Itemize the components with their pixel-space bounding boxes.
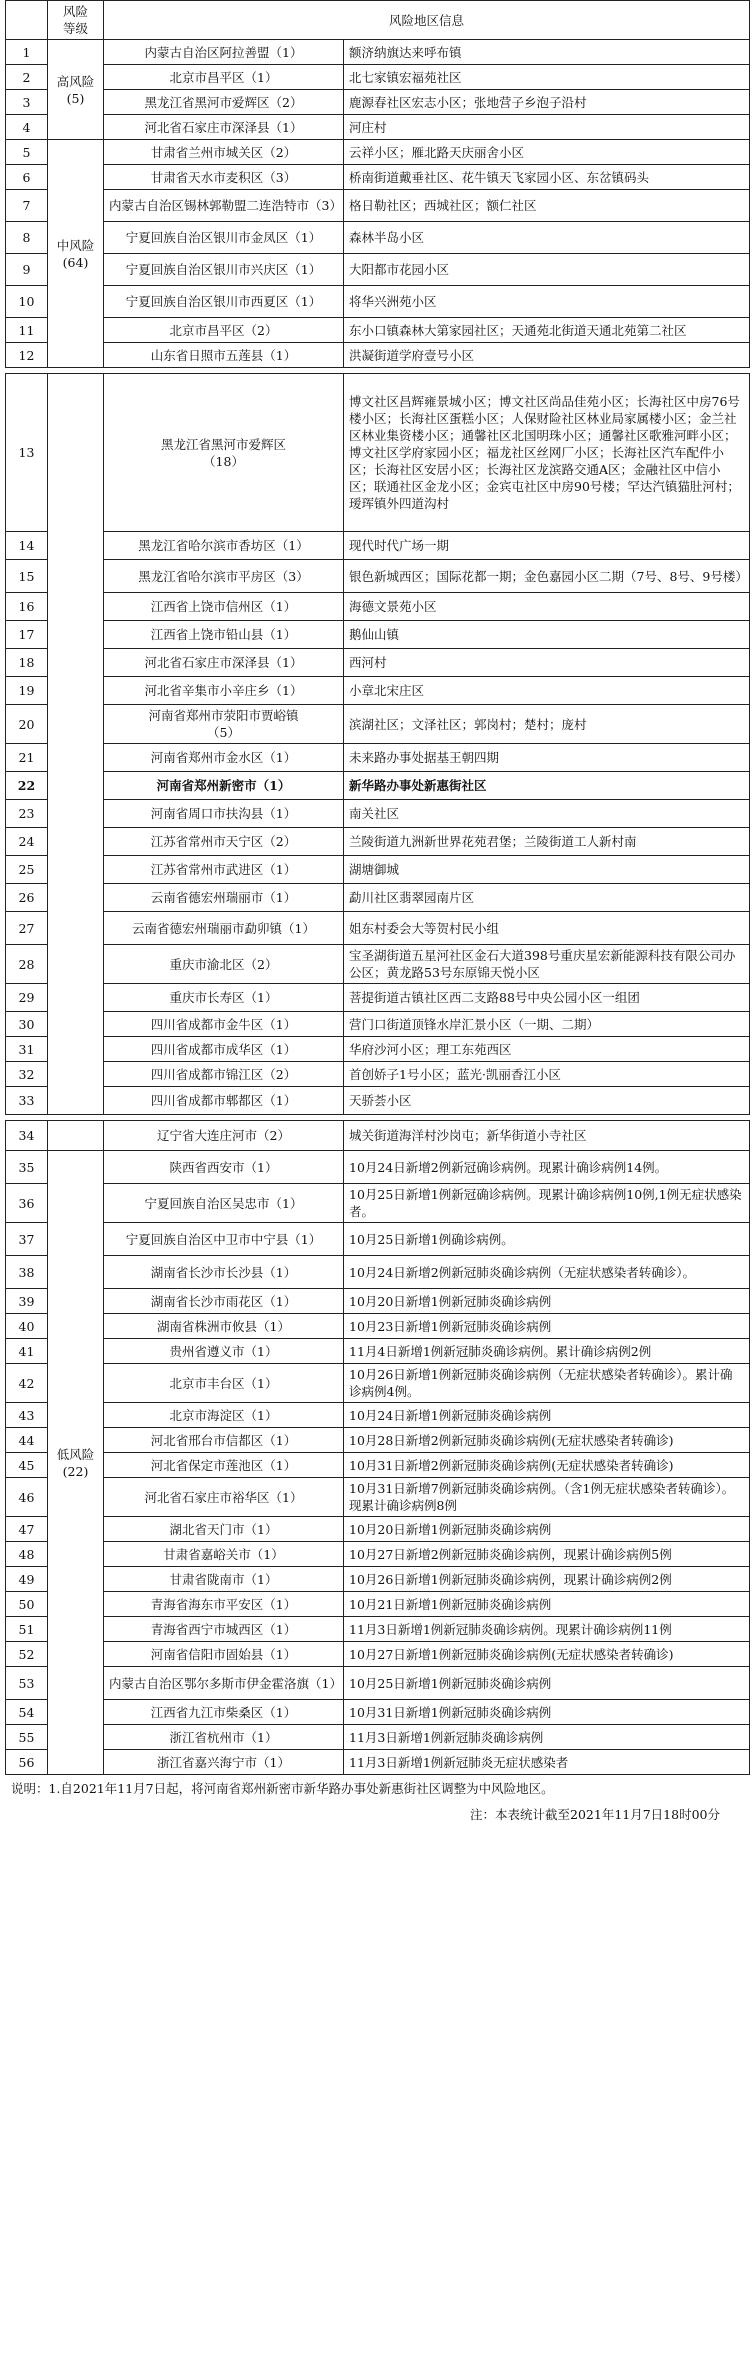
area-name: 山东省日照市五莲县（1）	[104, 343, 344, 368]
area-name: 河南省信阳市固始县（1）	[104, 1642, 344, 1667]
area-name: 陕西省西安市（1）	[104, 1151, 344, 1184]
table-row	[6, 286, 750, 318]
table-row	[6, 1151, 750, 1184]
area-detail: 10月27日新增1例新冠肺炎确诊病例(无症状感染者转确诊)	[344, 1642, 750, 1667]
area-detail: 华府沙河小区；理工东苑西区	[344, 1037, 750, 1062]
row-number: 13	[6, 374, 48, 532]
area-name: 河北省石家庄市深泽县（1）	[104, 115, 344, 140]
row-number: 19	[6, 677, 48, 705]
row-number: 1	[6, 40, 48, 65]
area-detail: 10月26日新增1例新冠肺炎确诊病例，现累计确诊病例2例	[344, 1567, 750, 1592]
area-detail: 菩提街道古镇社区西二支路88号中央公园小区一组团	[344, 984, 750, 1012]
area-detail: 10月24日新增2例新冠肺炎确诊病例（无症状感染者转确诊）。	[344, 1256, 750, 1289]
area-name: 北京市昌平区（2）	[104, 318, 344, 343]
area-detail: 格日勒社区；西城社区；额仁社区	[344, 190, 750, 222]
row-number: 12	[6, 343, 48, 368]
table-row	[6, 744, 750, 772]
row-number: 21	[6, 744, 48, 772]
area-detail: 东小口镇森林大第家园社区；天通苑北街道天通北苑第二社区	[344, 318, 750, 343]
row-number: 45	[6, 1453, 48, 1478]
table-row	[6, 1725, 750, 1750]
area-detail: 11月3日新增1例新冠肺炎确诊病例	[344, 1725, 750, 1750]
area-detail: 滨湖社区；文泽社区；郭岗村；楚村；庞村	[344, 705, 750, 744]
row-number: 34	[6, 1121, 48, 1151]
table-row	[6, 1087, 750, 1115]
area-name: 重庆市渝北区（2）	[104, 945, 344, 984]
table-row	[6, 705, 750, 744]
area-name: 宁夏回族自治区银川市金凤区（1）	[104, 222, 344, 254]
row-number: 28	[6, 945, 48, 984]
row-number: 7	[6, 190, 48, 222]
table-row	[6, 945, 750, 984]
table-row	[6, 800, 750, 828]
header-area-info: 风险地区信息	[104, 1, 750, 40]
row-number: 48	[6, 1542, 48, 1567]
area-detail: 天骄荟小区	[344, 1087, 750, 1115]
table-row	[6, 621, 750, 649]
table-row	[6, 1012, 750, 1037]
area-detail: 河庄村	[344, 115, 750, 140]
row-number: 44	[6, 1428, 48, 1453]
area-name: 辽宁省大连庄河市（2）	[104, 1121, 344, 1151]
area-detail: 10月20日新增1例新冠肺炎确诊病例	[344, 1517, 750, 1542]
risk-document	[5, 0, 750, 1825]
area-detail: 10月24日新增1例新冠肺炎确诊病例	[344, 1403, 750, 1428]
area-name: 青海省海东市平安区（1）	[104, 1592, 344, 1617]
area-detail: 首创娇子1号小区；蓝光·凯丽香江小区	[344, 1062, 750, 1087]
area-detail: 10月20日新增1例新冠肺炎确诊病例	[344, 1289, 750, 1314]
row-number: 15	[6, 560, 48, 593]
row-number: 9	[6, 254, 48, 286]
row-number: 25	[6, 856, 48, 884]
table-row	[6, 190, 750, 222]
row-number: 10	[6, 286, 48, 318]
row-number: 8	[6, 222, 48, 254]
area-detail: 勐川社区翡翠园南片区	[344, 884, 750, 912]
row-number: 23	[6, 800, 48, 828]
row-number: 41	[6, 1339, 48, 1364]
area-detail: 北七家镇宏福苑社区	[344, 65, 750, 90]
risk-level-cell: 中风险 (64)	[48, 140, 104, 368]
table-row	[6, 40, 750, 65]
table-row	[6, 1403, 750, 1428]
explanation-note: 说明：1.自2021年11月7日起，将河南省郑州新密市新华路办事处新惠街社区调整为中风险地区。	[11, 1781, 554, 1796]
table-row	[6, 222, 750, 254]
table-header-row	[6, 1, 750, 40]
area-detail: 10月28日新增2例新冠肺炎确诊病例(无症状感染者转确诊)	[344, 1428, 750, 1453]
area-detail: 云祥小区；雁北路天庆丽舍小区	[344, 140, 750, 165]
risk-level-cell	[48, 1121, 104, 1151]
area-detail: 大阳都市花园小区	[344, 254, 750, 286]
area-detail: 兰陵街道九洲新世界花苑君堡；兰陵街道工人新村南	[344, 828, 750, 856]
row-number: 35	[6, 1151, 48, 1184]
row-number: 29	[6, 984, 48, 1012]
table-row	[6, 254, 750, 286]
area-detail: 10月31日新增2例新冠肺炎确诊病例(无症状感染者转确诊)	[344, 1453, 750, 1478]
risk-level-cell	[48, 374, 104, 1115]
row-number: 2	[6, 65, 48, 90]
risk-level-cell: 低风险 (22)	[48, 1151, 104, 1775]
area-name: 四川省成都市郫都区（1）	[104, 1087, 344, 1115]
table-row	[6, 65, 750, 90]
table-row	[6, 1542, 750, 1567]
row-number: 50	[6, 1592, 48, 1617]
area-detail: 南关社区	[344, 800, 750, 828]
area-name: 四川省成都市成华区（1）	[104, 1037, 344, 1062]
area-name: 北京市昌平区（1）	[104, 65, 344, 90]
row-number: 11	[6, 318, 48, 343]
area-name: 河南省郑州市金水区（1）	[104, 744, 344, 772]
row-number: 54	[6, 1700, 48, 1725]
area-name: 河北省保定市莲池区（1）	[104, 1453, 344, 1478]
table-row	[6, 1364, 750, 1403]
table-row	[6, 318, 750, 343]
area-detail: 额济纳旗达来呼布镇	[344, 40, 750, 65]
area-detail: 森林半岛小区	[344, 222, 750, 254]
area-name: 湖南省株洲市攸县（1）	[104, 1314, 344, 1339]
row-number: 51	[6, 1617, 48, 1642]
part2-body	[6, 374, 750, 1115]
area-detail: 10月25日新增1例确诊病例。	[344, 1223, 750, 1256]
area-name: 重庆市长寿区（1）	[104, 984, 344, 1012]
header-no	[6, 1, 48, 40]
area-name: 河北省石家庄市裕华区（1）	[104, 1478, 344, 1517]
area-detail: 海德文景苑小区	[344, 593, 750, 621]
area-name: 青海省西宁市城西区（1）	[104, 1617, 344, 1642]
table-row	[6, 593, 750, 621]
table-row	[6, 1256, 750, 1289]
row-number: 37	[6, 1223, 48, 1256]
area-detail: 西河村	[344, 649, 750, 677]
area-detail: 洪凝街道学府壹号小区	[344, 343, 750, 368]
area-detail: 湖塘御城	[344, 856, 750, 884]
table-row	[6, 1223, 750, 1256]
row-number: 16	[6, 593, 48, 621]
area-name: 河北省石家庄市深泽县（1）	[104, 649, 344, 677]
risk-level-cell: 高风险 (5)	[48, 40, 104, 140]
table-row	[6, 1062, 750, 1087]
area-detail: 鹿源春社区宏志小区；张地营子乡泡子沿村	[344, 90, 750, 115]
table-row	[6, 1567, 750, 1592]
row-number: 4	[6, 115, 48, 140]
area-detail: 未来路办事处据基王朝四期	[344, 744, 750, 772]
table-row	[6, 984, 750, 1012]
row-number: 46	[6, 1478, 48, 1517]
table-row	[6, 1700, 750, 1725]
table-row	[6, 115, 750, 140]
area-detail: 现代时代广场一期	[344, 532, 750, 560]
risk-table-part-1	[5, 0, 750, 368]
area-name: 宁夏回族自治区吴忠市（1）	[104, 1184, 344, 1223]
area-name: 河北省辛集市小辛庄乡（1）	[104, 677, 344, 705]
area-detail: 宝圣湖街道五星河社区金石大道398号重庆星宏新能源科技有限公司办公区；黄龙路53号东原锦天悦小区	[344, 945, 750, 984]
area-name: 云南省德宏州瑞丽市勐卯镇（1）	[104, 912, 344, 945]
area-detail: 鹅仙山镇	[344, 621, 750, 649]
area-name: 北京市海淀区（1）	[104, 1403, 344, 1428]
area-name: 甘肃省陇南市（1）	[104, 1567, 344, 1592]
table-row	[6, 1289, 750, 1314]
area-name: 河北省邢台市信都区（1）	[104, 1428, 344, 1453]
table-row	[6, 884, 750, 912]
area-name: 湖南省长沙市雨花区（1）	[104, 1289, 344, 1314]
row-number: 49	[6, 1567, 48, 1592]
table-row	[6, 772, 750, 800]
area-detail: 银色新城西区；国际花都一期；金色嘉园小区二期（7号、8号、9号楼）	[344, 560, 750, 593]
statistics-footnote: 注：本表统计截至2021年11月7日18时00分	[470, 1807, 720, 1822]
area-detail: 桥南街道戴垂社区、花牛镇天飞家园小区、东岔镇码头	[344, 165, 750, 190]
area-detail: 姐东村委会大等贺村民小组	[344, 912, 750, 945]
area-name: 甘肃省兰州市城关区（2）	[104, 140, 344, 165]
table-row	[6, 1592, 750, 1617]
area-detail: 将华兴洲苑小区	[344, 286, 750, 318]
area-detail: 10月21日新增1例新冠肺炎确诊病例	[344, 1592, 750, 1617]
table-row	[6, 1121, 750, 1151]
row-number: 14	[6, 532, 48, 560]
area-name: 四川省成都市金牛区（1）	[104, 1012, 344, 1037]
area-name: 湖南省长沙市长沙县（1）	[104, 1256, 344, 1289]
table-row	[6, 1617, 750, 1642]
table-row	[6, 1667, 750, 1700]
row-number: 20	[6, 705, 48, 744]
table-row	[6, 1478, 750, 1517]
table-row	[6, 1750, 750, 1775]
area-detail: 10月26日新增1例新冠肺炎确诊病例（无症状感染者转确诊）。累计确诊病例4例。	[344, 1364, 750, 1403]
table-row	[6, 1517, 750, 1542]
area-detail: 10月25日新增1例新冠确诊病例。现累计确诊病例10例,1例无症状感染者。	[344, 1184, 750, 1223]
row-number: 5	[6, 140, 48, 165]
area-name: 黑龙江省哈尔滨市平房区（3）	[104, 560, 344, 593]
area-name: 内蒙古自治区鄂尔多斯市伊金霍洛旗（1）	[104, 1667, 344, 1700]
area-name: 浙江省嘉兴海宁市（1）	[104, 1750, 344, 1775]
table-row	[6, 828, 750, 856]
row-number: 3	[6, 90, 48, 115]
row-number: 47	[6, 1517, 48, 1542]
row-number: 39	[6, 1289, 48, 1314]
area-name: 河南省郑州市荥阳市贾峪镇 （5）	[104, 705, 344, 744]
table-row	[6, 856, 750, 884]
area-name: 黑龙江省哈尔滨市香坊区（1）	[104, 532, 344, 560]
row-number: 38	[6, 1256, 48, 1289]
table-row	[6, 165, 750, 190]
row-number: 55	[6, 1725, 48, 1750]
risk-table-part-3	[5, 1120, 750, 1775]
area-detail: 博文社区昌辉雍景城小区；博文社区尚品佳苑小区；长海社区中房76号楼小区；长海社区蛋糕小区；人保财险社区林业局家属楼小区；金兰社区林业集资楼小区；通馨社区北国明珠小区；通馨社区歌雅河畔小区；博文社区学府家园小区；福龙社区丝网厂小区；长海社区汽车配件小区；长海社区安居小区；长海社区龙滨路交通A区；金融社区中信小区；联通社区金龙小区；金宾屯社区中房90号楼；罕达汽镇猫肚河村；瑷珲镇外四道沟村	[344, 374, 750, 532]
area-name: 内蒙古自治区阿拉善盟（1）	[104, 40, 344, 65]
area-name: 宁夏回族自治区中卫市中宁县（1）	[104, 1223, 344, 1256]
table-row	[6, 1642, 750, 1667]
area-detail: 10月31日新增1例新冠肺炎确诊病例	[344, 1700, 750, 1725]
table-row	[6, 1314, 750, 1339]
row-number: 42	[6, 1364, 48, 1403]
table-row	[6, 90, 750, 115]
area-detail: 10月27日新增2例新冠肺炎确诊病例，现累计确诊病例5例	[344, 1542, 750, 1567]
area-name: 黑龙江省黑河市爱辉区 （18）	[104, 374, 344, 532]
area-name: 内蒙古自治区锡林郭勒盟二连浩特市（3）	[104, 190, 344, 222]
area-name: 北京市丰台区（1）	[104, 1364, 344, 1403]
area-detail: 10月23日新增1例新冠肺炎确诊病例	[344, 1314, 750, 1339]
area-detail: 10月31日新增7例新冠肺炎确诊病例。（含1例无症状感染者转确诊）。现累计确诊病例8例	[344, 1478, 750, 1517]
table-row	[6, 912, 750, 945]
row-number: 36	[6, 1184, 48, 1223]
area-name: 湖北省天门市（1）	[104, 1517, 344, 1542]
part3-body	[6, 1121, 750, 1775]
table-row	[6, 343, 750, 368]
row-number: 52	[6, 1642, 48, 1667]
table-row	[6, 1453, 750, 1478]
area-detail: 城关街道海洋村沙岗屯；新华街道小寺社区	[344, 1121, 750, 1151]
area-name: 甘肃省天水市麦积区（3）	[104, 165, 344, 190]
area-name: 河南省周口市扶沟县（1）	[104, 800, 344, 828]
row-number: 18	[6, 649, 48, 677]
area-detail: 营门口街道顶锋水岸汇景小区（一期、二期）	[344, 1012, 750, 1037]
area-name: 宁夏回族自治区银川市兴庆区（1）	[104, 254, 344, 286]
row-number: 30	[6, 1012, 48, 1037]
row-number: 56	[6, 1750, 48, 1775]
row-number: 24	[6, 828, 48, 856]
area-detail: 10月25日新增1例新冠肺炎确诊病例	[344, 1667, 750, 1700]
table-row	[6, 1037, 750, 1062]
row-number: 22	[6, 772, 48, 800]
area-detail: 10月24日新增2例新冠确诊病例。现累计确诊病例14例。	[344, 1151, 750, 1184]
header-risk-level: 风险 等级	[48, 1, 104, 40]
table-row	[6, 1428, 750, 1453]
row-number: 26	[6, 884, 48, 912]
area-name: 浙江省杭州市（1）	[104, 1725, 344, 1750]
row-number: 40	[6, 1314, 48, 1339]
area-name: 江苏省常州市天宁区（2）	[104, 828, 344, 856]
area-name: 河南省郑州新密市（1）	[104, 772, 344, 800]
table-row	[6, 1339, 750, 1364]
area-name: 贵州省遵义市（1）	[104, 1339, 344, 1364]
area-detail: 新华路办事处新惠街社区	[344, 772, 750, 800]
table-row	[6, 532, 750, 560]
table-row	[6, 649, 750, 677]
row-number: 53	[6, 1667, 48, 1700]
part1-body	[6, 40, 750, 368]
area-name: 甘肃省嘉峪关市（1）	[104, 1542, 344, 1567]
table-row	[6, 677, 750, 705]
area-name: 黑龙江省黑河市爱辉区（2）	[104, 90, 344, 115]
risk-table-part-2	[5, 373, 750, 1115]
row-number: 27	[6, 912, 48, 945]
area-detail: 11月3日新增1例新冠肺炎无症状感染者	[344, 1750, 750, 1775]
row-number: 33	[6, 1087, 48, 1115]
area-name: 四川省成都市锦江区（2）	[104, 1062, 344, 1087]
table-row	[6, 1184, 750, 1223]
area-name: 云南省德宏州瑞丽市（1）	[104, 884, 344, 912]
row-number: 6	[6, 165, 48, 190]
area-name: 江西省上饶市信州区（1）	[104, 593, 344, 621]
area-detail: 11月3日新增1例新冠肺炎确诊病例。现累计确诊病例11例	[344, 1617, 750, 1642]
area-name: 江西省上饶市铅山县（1）	[104, 621, 344, 649]
area-name: 宁夏回族自治区银川市西夏区（1）	[104, 286, 344, 318]
area-name: 江苏省常州市武进区（1）	[104, 856, 344, 884]
row-number: 17	[6, 621, 48, 649]
area-name: 江西省九江市柴桑区（1）	[104, 1700, 344, 1725]
table-row	[6, 374, 750, 532]
area-detail: 11月4日新增1例新冠肺炎确诊病例。累计确诊病例2例	[344, 1339, 750, 1364]
row-number: 31	[6, 1037, 48, 1062]
table-row	[6, 140, 750, 165]
row-number: 32	[6, 1062, 48, 1087]
area-detail: 小章北宋庄区	[344, 677, 750, 705]
row-number: 43	[6, 1403, 48, 1428]
table-row	[6, 560, 750, 593]
